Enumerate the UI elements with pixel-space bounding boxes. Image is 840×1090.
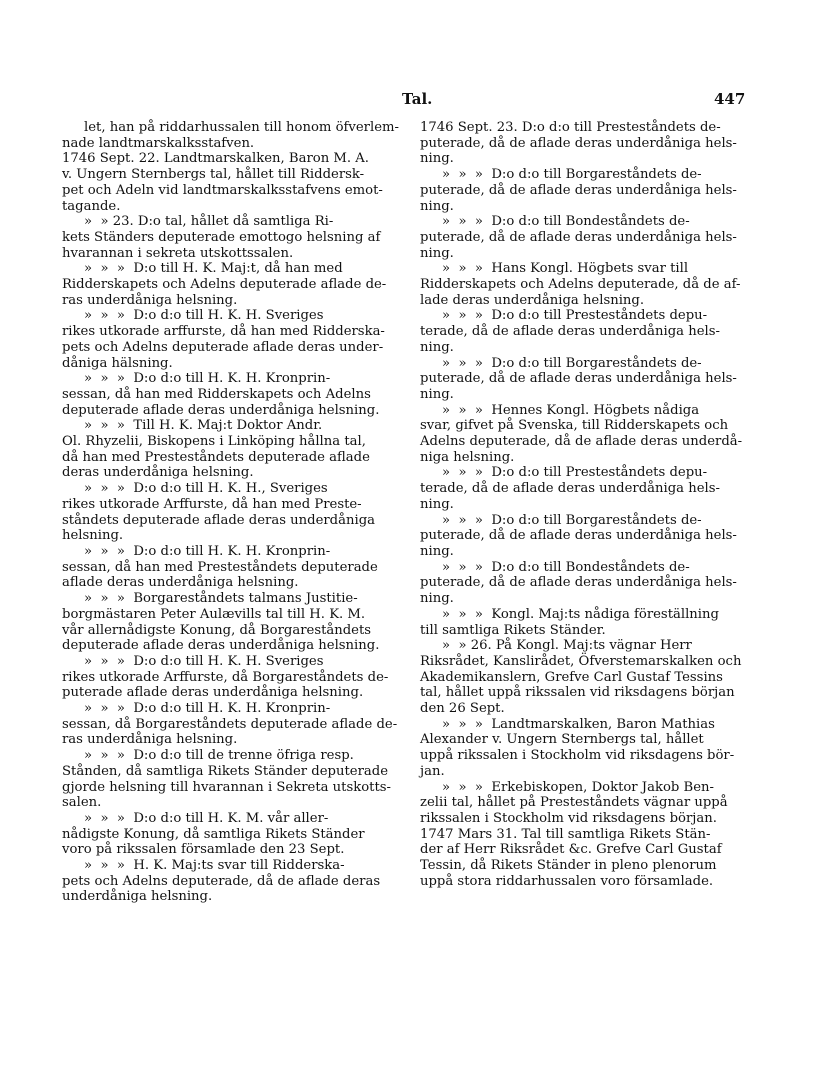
entry — [62, 591, 402, 654]
entry-line: 1746 Sept. 22. Landtmarskalken, Baron M. A. — [62, 151, 370, 167]
running-head-title: Tal. — [402, 90, 433, 108]
entry-line: hvarannan i sekreta utskottssalen. — [62, 245, 294, 261]
entry-line: ning. — [420, 198, 454, 214]
entry-line: puterade, då de aflade deras underdåniga hels- — [420, 229, 737, 245]
entry-line: puterade, då de aflade deras underdåniga hels- — [420, 528, 737, 544]
entry-line: Tessin, då Rikets Ständer in pleno plenorum — [420, 858, 717, 874]
entry — [62, 261, 402, 308]
entry-line: » » » Hennes Kongl. Högbets nådiga — [442, 402, 700, 418]
entry-line: Alexander v. Ungern Sternbergs tal, hållet — [420, 732, 704, 748]
entry-line: der af Herr Riksrådet &c. Grefve Carl Gustaf — [420, 842, 722, 858]
entry-line: puterade aflade deras underdåniga helsning. — [62, 685, 364, 701]
entry-line: rikes utkorade Arffurste, då han med Preste- — [62, 496, 362, 512]
entry-line: » » » Erkebiskopen, Doktor Jakob Ben- — [442, 779, 714, 795]
entry — [420, 308, 765, 355]
entry-line: Akademikanslern, Grefve Carl Gustaf Tessins — [420, 669, 723, 685]
entry — [62, 748, 402, 811]
entry — [420, 638, 765, 717]
entry-line: ning. — [420, 245, 454, 261]
entry — [62, 214, 402, 261]
entry-line: kets Ständers deputerade emottogo helsning af — [62, 229, 381, 245]
entry-line: dåniga hälsning. — [62, 355, 173, 371]
entry — [62, 811, 402, 858]
entry-line: tagande. — [62, 198, 121, 214]
entry-line: då han med Presteståndets deputerade aflade — [62, 449, 370, 465]
entry-line: » » » D:o d:o till Presteståndets depu- — [442, 308, 708, 324]
entry-line: nade landtmarskalksstafven. — [62, 135, 255, 151]
entry-line: deputerade aflade deras underdåniga helsning. — [62, 402, 380, 418]
entry-line: » » » D:o d:o till de trenne öfriga resp. — [84, 748, 354, 764]
entry — [62, 654, 402, 701]
entry-line: » » » D:o d:o till H. K. H. Sveriges — [84, 308, 324, 324]
entry-line: till samtliga Rikets Ständer. — [420, 622, 606, 638]
entry — [420, 261, 765, 308]
entry-line: aflade deras underdåniga helsning. — [62, 575, 299, 591]
entry-line: ning. — [420, 386, 454, 402]
entry-line: sessan, då Borgareståndets deputerade aflade de- — [62, 716, 398, 732]
entry-line: Ridderskapets och Adelns deputerade, då de af- — [420, 277, 741, 293]
entry-line: » » » Kongl. Maj:ts nådiga föreställning — [442, 606, 719, 622]
entry-line: ning. — [420, 151, 454, 167]
entry-line: » » » D:o d:o till Presteståndets depu- — [442, 465, 708, 481]
entry-line: helsning. — [62, 528, 124, 544]
entry — [420, 167, 765, 214]
entry-line: » » » D:o d:o till H. K. H. Sveriges — [84, 653, 324, 669]
entry — [62, 701, 402, 748]
entry-line: niga helsning. — [420, 449, 515, 465]
entry-line: lade deras underdåniga helsning. — [420, 292, 645, 308]
entry-line: deputerade aflade deras underdåniga helsning. — [62, 638, 380, 654]
entry-line: » » » D:o d:o till H. K. H. Kronprin- — [84, 543, 331, 559]
entry-line: » » » D:o d:o till Borgareståndets de- — [442, 167, 702, 183]
entry — [420, 403, 765, 466]
entry-line: ning. — [420, 496, 454, 512]
entry-line: » » » Till H. K. Maj:t Doktor Andr. — [84, 418, 323, 434]
entry-line: salen. — [62, 795, 102, 811]
entry-line: uppå stora riddarhussalen voro församlade. — [420, 873, 714, 889]
entry-line: gjorde helsning till hvarannan i Sekreta utskotts- — [62, 779, 391, 795]
entry-line: » » » D:o d:o till Bondeståndets de- — [442, 214, 690, 230]
entry-line: » » » H. K. Maj:ts svar till Ridderska- — [84, 858, 345, 874]
entry-line: » » » D:o d:o till H. K. H. Kronprin- — [84, 371, 331, 387]
entry-line: v. Ungern Sternbergs tal, hållet till Riddersk- — [62, 167, 365, 183]
entry-line: sessan, då han med Ridderskapets och Adelns — [62, 386, 371, 402]
entry-line: Stånden, då samtliga Rikets Ständer deputerade — [62, 763, 389, 779]
entry-line: rikes utkorade arffurste, då han med Ridderska- — [62, 324, 385, 340]
entry-line: terade, då de aflade deras underdåniga hels- — [420, 481, 720, 497]
entry-line: Adelns deputerade, då de aflade deras underdå- — [420, 434, 743, 450]
entry-line: vår allernådigste Konung, då Borgareståndets — [62, 622, 372, 638]
right-column — [420, 120, 765, 889]
entry-line: 1746 Sept. 23. D:o d:o till Presteståndets de- — [420, 120, 721, 135]
entry — [62, 120, 402, 151]
entry-line: 1747 Mars 31. Tal till samtliga Rikets Stän- — [420, 826, 711, 842]
entry-line: voro på rikssalen församlade den 23 Sept. — [62, 842, 345, 858]
entry-line: jan. — [420, 763, 445, 779]
entry — [62, 858, 402, 905]
entry-line: » » » Hans Kongl. Högbets svar till — [442, 261, 689, 277]
entry — [420, 465, 765, 512]
entry — [62, 371, 402, 418]
entry — [62, 481, 402, 544]
entry — [62, 544, 402, 591]
entry-line: » » » D:o d:o till Borgareståndets de- — [442, 512, 702, 528]
entry-line: rikssalen i Stockholm vid riksdagens början. — [420, 810, 717, 826]
entry-line: » » 23. D:o tal, hållet då samtliga Ri- — [84, 214, 334, 230]
entry-line: nådigste Konung, då samtliga Rikets Ständer — [62, 826, 365, 842]
entry-line: ning. — [420, 543, 454, 559]
page-number: 447 — [714, 90, 746, 108]
entry-line: den 26 Sept. — [420, 701, 505, 717]
entry-line: tal, hållet uppå rikssalen vid riksdagens början — [420, 685, 735, 701]
entry-line: ning. — [420, 339, 454, 355]
entry-line: ras underdåniga helsning. — [62, 732, 238, 748]
entry-line: » » » Borgareståndets talmans Justitie- — [84, 591, 358, 607]
entry-line: let, han på riddarhussalen till honom öfverlem- — [84, 120, 399, 135]
entry-line: » » » Landtmarskalken, Baron Mathias — [442, 716, 715, 732]
entry — [420, 717, 765, 780]
entry-line: puterade, då de aflade deras underdåniga hels- — [420, 371, 737, 387]
entry-line: rikes utkorade Arffurste, då Borgareståndets de- — [62, 669, 389, 685]
entry — [420, 120, 765, 167]
entry-line: » » » D:o d:o till Bondeståndets de- — [442, 559, 690, 575]
entry-line: pet och Adeln vid landtmarskalksstafvens emot- — [62, 182, 383, 198]
entry — [62, 418, 402, 481]
entry-line: terade, då de aflade deras underdåniga hels- — [420, 324, 720, 340]
entry — [420, 827, 765, 890]
entry-line: » » » D:o d:o till Borgareståndets de- — [442, 355, 702, 371]
entry-line: uppå rikssalen i Stockholm vid riksdagens bör- — [420, 748, 735, 764]
entry-line: puterade, då de aflade deras underdåniga hels- — [420, 182, 737, 198]
entry-line: deras underdåniga helsning. — [62, 465, 254, 481]
left-column — [62, 120, 402, 905]
entry-line: pets och Adelns deputerade, då de aflade deras — [62, 873, 381, 889]
entry-line: ning. — [420, 591, 454, 607]
entry-line: » » » D:o d:o till H. K. M. vår aller- — [84, 810, 329, 826]
entry-line: svar, gifvet på Svenska, till Ridderskapets och — [420, 418, 729, 434]
entry-line: puterade, då de aflade deras underdåniga hels- — [420, 135, 737, 151]
entry — [420, 560, 765, 607]
entry-line: Ridderskapets och Adelns deputerade aflade de- — [62, 277, 387, 293]
entry-line: » » » D:o d:o till H. K. H., Sveriges — [84, 481, 328, 497]
entry-line: » » » D:o till H. K. Maj:t, då han med — [84, 261, 343, 277]
entry-line: ras underdåniga helsning. — [62, 292, 238, 308]
entry-line: puterade, då de aflade deras underdåniga hels- — [420, 575, 737, 591]
entry — [420, 607, 765, 638]
entry-line: » » 26. På Kongl. Maj:ts vägnar Herr — [442, 638, 692, 654]
entry — [420, 356, 765, 403]
entry-line: zelii tal, hållet på Presteståndets vägnar uppå — [420, 795, 728, 811]
entry-line: pets och Adelns deputerade aflade deras under- — [62, 339, 384, 355]
entry-line: » » » D:o d:o till H. K. H. Kronprin- — [84, 701, 331, 717]
entry-line: Ol. Rhyzelii, Biskopens i Linköping hållna tal, — [62, 434, 366, 450]
entry-line: underdåniga helsning. — [62, 889, 213, 905]
entry — [420, 513, 765, 560]
entry-line: Riksrådet, Kanslirådet, Öfverstemarskalken och — [420, 653, 742, 669]
entry — [420, 780, 765, 827]
entry-line: borgmästaren Peter Aulævills tal till H. K. M. — [62, 606, 366, 622]
entry-line: ståndets deputerade aflade deras underdåniga — [62, 512, 376, 528]
entry — [420, 214, 765, 261]
entry — [62, 151, 402, 214]
entry — [62, 308, 402, 371]
entry-line: sessan, då han med Presteståndets deputerade — [62, 559, 378, 575]
